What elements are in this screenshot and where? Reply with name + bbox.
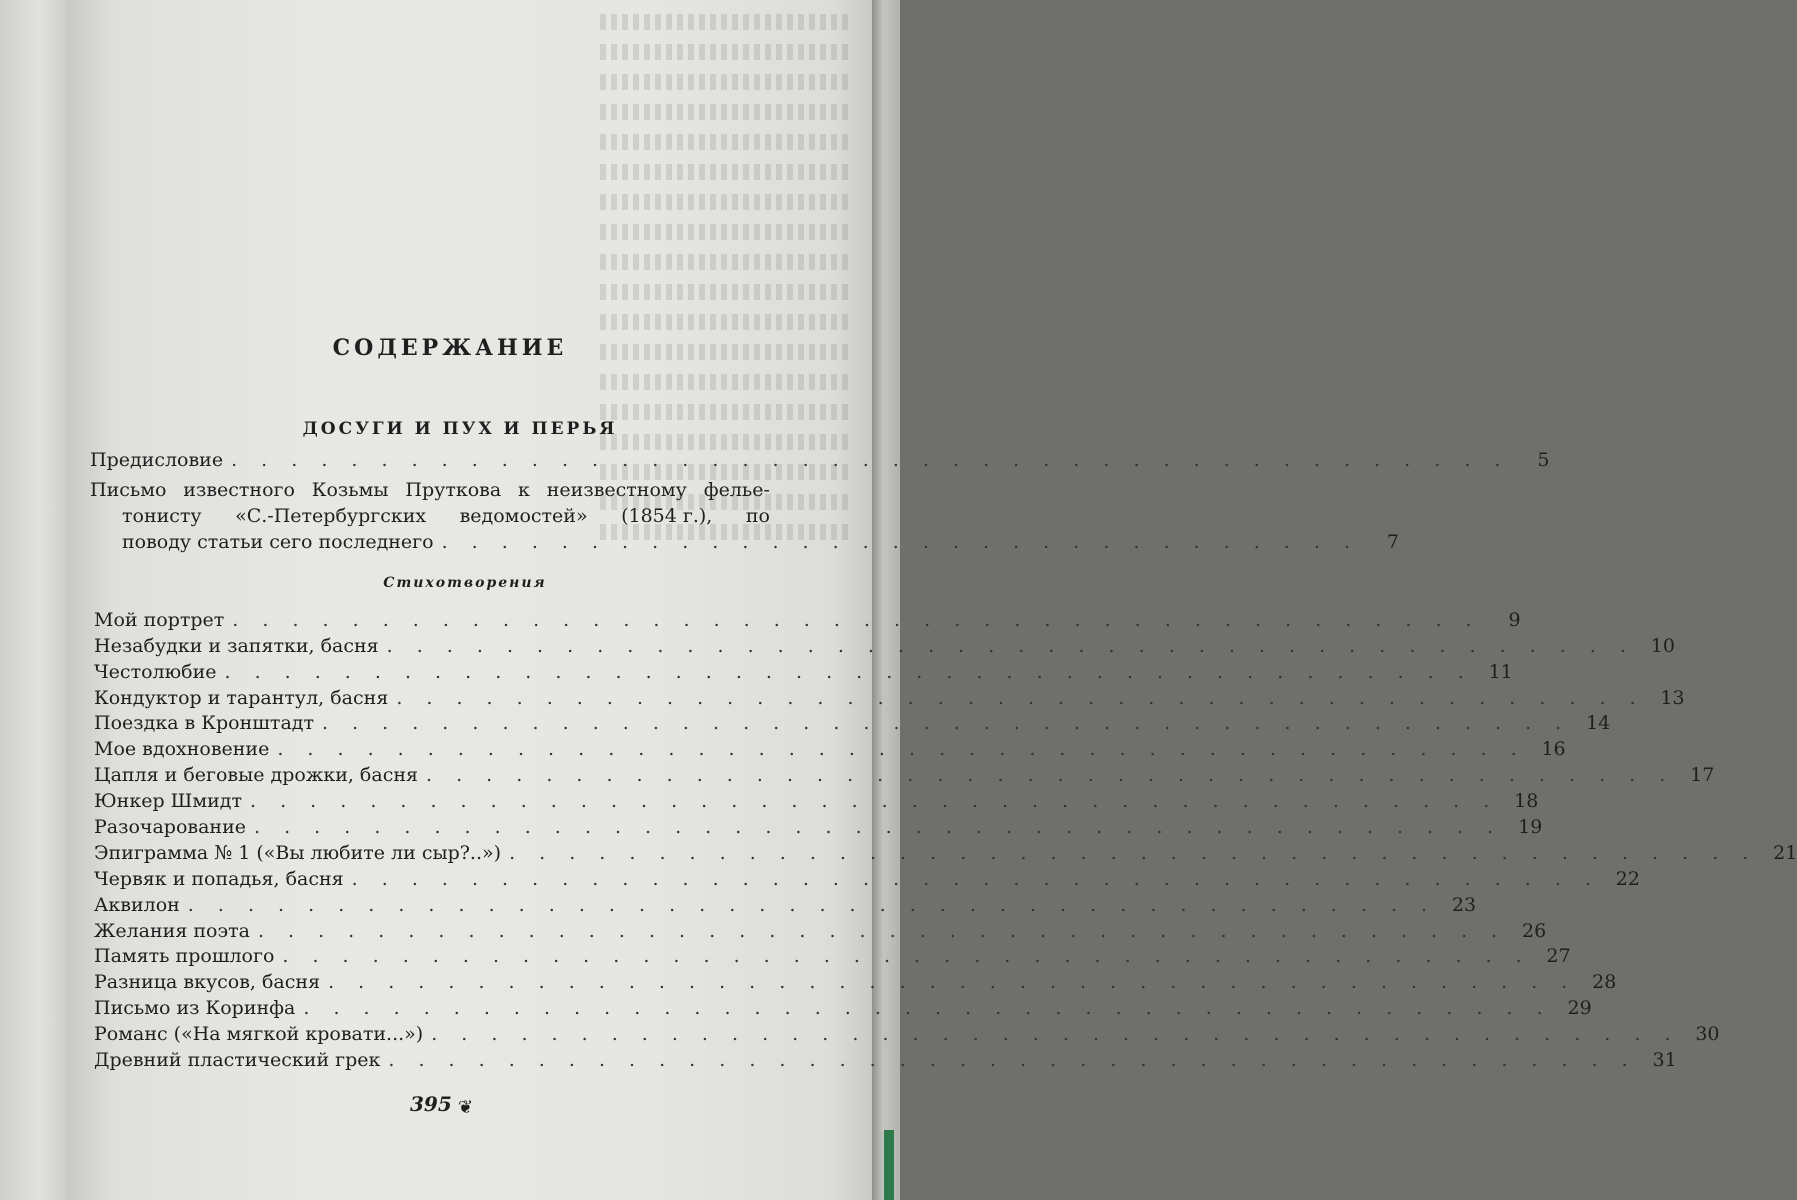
- page-number: 395: [410, 1092, 452, 1116]
- entry-page: 22: [1615, 867, 1640, 890]
- ornament-icon: ❦: [458, 1097, 474, 1118]
- entry-page: 14: [1586, 712, 1611, 735]
- entry-label: Кондуктор и тарантул, басня: [94, 686, 389, 709]
- word: (1854 г.),: [621, 505, 713, 527]
- toc-entry: [94, 685, 1685, 711]
- leader-dots: . . . . . . . . . . . . . . . . . . . . . . . . . . . . . . . . . . . . . . . . . .: [303, 997, 1552, 1020]
- entry-label: Желания поэта: [94, 919, 250, 942]
- leader-dots: . . . . . . . . . . . . . . . . . . . . . . . . . . . . . . . . . . . . . . . . . .: [431, 1023, 1680, 1046]
- entry-page: 30: [1695, 1023, 1720, 1046]
- bookmark-ribbon: [884, 1130, 894, 1200]
- entry-page: 9: [1508, 608, 1521, 631]
- leader-dots: . . . . . . . . . . . . . . . . . . . . . . . . . . . . . . . . . . . . . . . . . .: [396, 686, 1645, 709]
- word: Козьмы: [311, 479, 389, 501]
- toc-entry: [94, 840, 1797, 866]
- entry-label: Червяк и попадья, басня: [94, 867, 344, 890]
- entry-label: Эпиграмма № 1 («Вы любите ли сыр?..»): [94, 841, 502, 864]
- section-title: ДОСУГИ И ПУХ И ПЕРЬЯ: [302, 419, 618, 439]
- toc-entry: [94, 633, 1675, 659]
- table-of-contents: [90, 335, 1797, 1073]
- entry-label: Мой портрет: [94, 608, 225, 631]
- letter-line-2: [90, 503, 770, 529]
- leader-dots: . . . . . . . . . . . . . . . . . . . . . . . . . . . . . . . . . . . . . . . . . .: [257, 919, 1507, 942]
- entry-page: 23: [1451, 893, 1477, 916]
- word: известного: [183, 479, 295, 501]
- entry-label: Аквилон: [94, 893, 180, 916]
- letter-line-3: [90, 529, 1399, 555]
- leader-dots: . . . . . . . . . . . . . . . . . . . . . . . . . . . . . . . . . . . . . . . . . .: [232, 608, 1481, 631]
- toc-entry: [94, 711, 1611, 737]
- entry-page: 19: [1518, 816, 1543, 839]
- word: неизвестному: [546, 479, 687, 501]
- entry-page: 16: [1541, 738, 1566, 761]
- toc-entry-letter: [90, 477, 1399, 555]
- entry-label: Романс («На мягкой кровати...»): [94, 1023, 424, 1046]
- leader-dots: . . . . . . . . . . . . . . . . . . . . . . . . . . . . . . . . . . . . . . . . . .: [426, 764, 1675, 787]
- entry-label: Предисловие: [90, 449, 224, 471]
- word: по: [745, 505, 770, 527]
- toc-entry: [94, 995, 1592, 1021]
- entry-label: Разочарование: [94, 816, 246, 839]
- toc-entry: [94, 944, 1571, 970]
- entry-page: 13: [1660, 686, 1685, 709]
- entry-label: Незабудки и запятки, басня: [94, 634, 379, 657]
- poem-list: [94, 607, 1797, 1073]
- toc-entry: [94, 969, 1617, 995]
- leader-dots: . . . . . . . . . . . . . . . . . . . . . . . . . . . . . . . . . . . . . . . . . .: [282, 945, 1531, 968]
- leader-dots: . . . . . . . . . . . . . . . . . . . . . . . . . . . . . . . . . . . . . . . . . .: [277, 738, 1526, 761]
- word: Пруткова: [405, 479, 502, 501]
- toc-entry: [94, 736, 1566, 762]
- entry-page: 27: [1546, 945, 1571, 968]
- leader-dots: . . . . . . . . . . . . . . . . . . . . . . . . . . . . . . . . . . . . . . . . . .: [351, 867, 1600, 890]
- entry-page: 21: [1773, 841, 1797, 864]
- entry-label: Юнкер Шмидт: [94, 790, 242, 813]
- entry-page: 29: [1567, 997, 1592, 1020]
- entry-page: 18: [1514, 790, 1539, 813]
- toc-entry: [94, 892, 1477, 918]
- leader-dots: . . . . . . . . . . . . . . . . . . . . . . . . . . . . . . . . . . . . . . . . . .: [321, 712, 1571, 735]
- leader-dots: . . . . . . . . . . . . . . . . . . . . . . . . . . . . . . . . . . . . . . . . . .: [386, 634, 1635, 657]
- entry-page: 31: [1652, 1049, 1677, 1072]
- entry-page: 28: [1592, 971, 1617, 994]
- toc-entry: [94, 814, 1543, 840]
- entry-page: 7: [1386, 531, 1399, 553]
- entry-label: Память прошлого: [94, 945, 275, 968]
- leader-dots: . . . . . . . . . . . . . . . . . . . . . . . . . . . . . . . . . . . . . . . . . .: [388, 1049, 1637, 1072]
- toc-entry: [94, 866, 1640, 892]
- entry-label: Поездка в Кронштадт: [94, 712, 314, 735]
- leader-dots: . . . . . . . . . . . . . . . . . . . . . . . . . . . . . . .: [441, 531, 1359, 553]
- toc-entry-preface: [90, 447, 1550, 473]
- toc-entry: [94, 918, 1547, 944]
- leader-dots: . . . . . . . . . . . . . . . . . . . . . . . . . . . . . . . . . . . . . . . . . .: [224, 660, 1473, 683]
- entry-page: 10: [1650, 634, 1675, 657]
- entry-page: 17: [1690, 764, 1715, 787]
- entry-page: 5: [1537, 449, 1550, 471]
- entry-label: Разница вкусов, басня: [94, 971, 321, 994]
- leader-dots: . . . . . . . . . . . . . . . . . . . . . . . . . . . . . . . . . . . . . . . . . .: [254, 816, 1503, 839]
- word: Письмо: [90, 479, 167, 501]
- leader-dots: . . . . . . . . . . . . . . . . . . . . . . . . . . . . . . . . . . . . . . . . . .: [509, 841, 1758, 864]
- entry-label: поводу статьи сего последнего: [122, 531, 434, 553]
- subsection-title: Стихотворения: [383, 575, 547, 591]
- toc-entry: [94, 607, 1521, 633]
- word: к: [518, 479, 530, 501]
- entry-page: 11: [1488, 660, 1513, 683]
- entry-label: Мое вдохновение: [94, 738, 270, 761]
- word: «С.-Петербургских: [235, 505, 427, 527]
- entry-page: 26: [1522, 919, 1547, 942]
- leader-dots: . . . . . . . . . . . . . . . . . . . . . . . . . . . . . . . . . . . . . . . . . .: [328, 971, 1577, 994]
- leader-dots: . . . . . . . . . . . . . . . . . . . . . . . . . . . . . . . . . . . . . . . . . .: [250, 790, 1499, 813]
- letter-line-1: [90, 477, 770, 503]
- word: ведомостей»: [459, 505, 588, 527]
- word: фелье-: [703, 479, 770, 501]
- entry-label: Цапля и беговые дрожки, басня: [94, 764, 418, 787]
- entry-label: Честолюбие: [94, 660, 217, 683]
- entry-label: Древний пластический грек: [94, 1049, 381, 1072]
- toc-heading: СОДЕРЖАНИЕ: [332, 335, 568, 361]
- word: тонисту: [122, 505, 202, 527]
- toc-entry: [94, 1021, 1720, 1047]
- entry-label: Письмо из Коринфа: [94, 997, 296, 1020]
- toc-entry: [94, 762, 1715, 788]
- toc-entry: [94, 788, 1539, 814]
- leader-dots: . . . . . . . . . . . . . . . . . . . . . . . . . . . . . . . . . . . . . . . . . .: [187, 893, 1437, 916]
- toc-entry: [94, 1047, 1677, 1073]
- leader-dots: . . . . . . . . . . . . . . . . . . . . . . . . . . . . . . . . . . . . . . . . . . .: [231, 449, 1510, 471]
- toc-entry: [94, 659, 1513, 685]
